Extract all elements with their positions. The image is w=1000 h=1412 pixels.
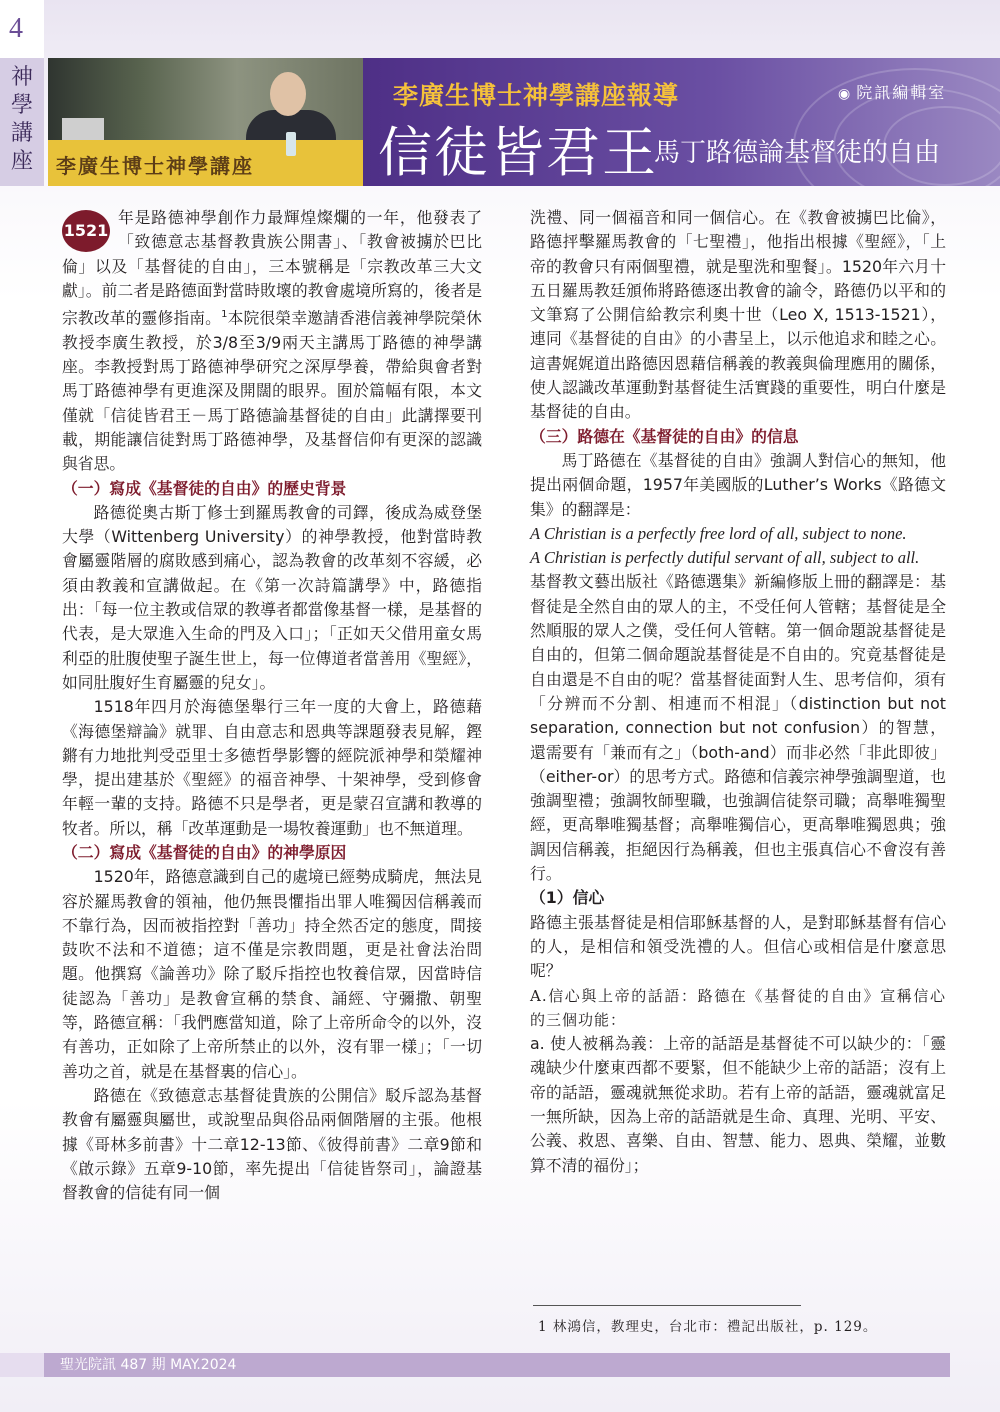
article-kicker: 李廣生博士神學講座報導 bbox=[393, 81, 680, 110]
subheading-faith: （1）信心 bbox=[530, 888, 605, 908]
section-heading-1: （一）寫成《基督徒的自由》的歷史背景 bbox=[62, 478, 347, 498]
section-label-char: 學 bbox=[10, 93, 33, 118]
intro-text-2: 本院很榮幸邀請香港信義神學院榮休教授李廣生教授，於3/8至3/9兩天主講馬丁路德的神學講座。李教授對馬丁路德神學研究之深厚學養，帶給與會者對馬丁路德神學有更進深及開闊的眼界。囿於篇幅有限，本文僅就「信徒皆君王－馬丁路德論基督徒的自由」此講擇要刊載，期能讓信徒對馬丁路德神學，及基督信仰有更深的認識與省思。 bbox=[62, 308, 482, 474]
speaker-head bbox=[270, 72, 306, 116]
paragraph: 路德在《致德意志基督徒貴族的公開信》駁斥認為基督教會有屬靈與屬世，或說聖品與俗品兩個階層的主張。他根據《哥林多前書》十二章12-13節、《彼得前書》二章9節和《啟示錄》五章9-10節，率先提出「信徒皆祭司」，論證基督教會的信徒有同一個 bbox=[62, 1085, 482, 1203]
section-heading-2: （二）寫成《基督徒的自由》的神學原因 bbox=[62, 842, 347, 862]
section-label-char: 講 bbox=[10, 121, 33, 146]
right-column bbox=[530, 206, 946, 1178]
paragraph: 1520年，路德意識到自己的處境已經勢成騎虎，無法見容於羅馬教會的領袖，他仍無畏懼指出罪人唯獨因信稱義而不靠行為，因而被指控對「善功」持全然否定的態度，間接鼓吹不法和不道德；這不僅是宗教問題，更是社會法治問題。他撰寫《論善功》除了駁斥指控也牧養信眾，因當時信徒認為「善功」是教會宣稱的禁食、誦經、守彌撒、朝聖等，路德宣稱：「我們應當知道，除了上帝所命令的以外，沒有善功，正如除了上帝所禁止的以外，沒有罪一樣」；「一切善功之首，就是在基督裏的信心」。 bbox=[62, 867, 482, 1081]
footer-edge bbox=[0, 1353, 44, 1377]
english-quote: A Christian is a perfectly free lord of all, subject to none. bbox=[530, 523, 907, 543]
paragraph: 路德主張基督徒是相信耶穌基督的人，是對耶穌基督有信心的人，是相信和領受洗禮的人。但信心或相信是什麼意思呢？ bbox=[530, 912, 946, 981]
water-bottle bbox=[286, 132, 296, 156]
english-quote: A Christian is perfectly dutiful servant of all, subject to all. bbox=[530, 548, 920, 568]
paragraph: 馬丁路德在《基督徒的自由》強調人對信心的無知，他提出兩個命題，1957年美國版的Luther’s Works《路德文集》的翻譯是： bbox=[530, 450, 946, 519]
laptop-shape bbox=[62, 118, 104, 142]
footer-issue: 聖光院訊 487 期 MAY.2024 bbox=[60, 1357, 237, 1373]
section-label bbox=[0, 64, 44, 176]
left-column bbox=[62, 206, 482, 1205]
paragraph: a. 使人被稱為義：上帝的話語是基督徒不可以缺少的：「靈魂缺少什麼東西都不要緊，但不能缺少上帝的話語；沒有上帝的話語，靈魂就無從求助。若有上帝的話語，靈魂就富足一無所缺，因為上帝的話語就是生命、真理、光明、平安、公義、救恩、喜樂、自由、智慧、能力、恩典、榮耀，並數算不清的福份」； bbox=[530, 1034, 946, 1175]
intro-paragraph bbox=[62, 206, 482, 477]
point-a-heading: A.信心與上帝的話語：路德在《基督徒的自由》宣稱信心的三個功能： bbox=[530, 986, 946, 1029]
section-label-char: 神 bbox=[10, 65, 33, 90]
paragraph: 1518年四月於海德堡舉行三年一度的大會上，路德藉《海德堡辯論》就罪、自由意志和恩典等課題發表見解，鏗鏘有力地批判受亞里士多德哲學影響的經院派神學和榮耀神學，提出建基於《聖經》的福音神學、十架神學，受到修會年輕一輩的支持。路德不只是學者，更是蒙召宣講和教導的牧者。所以，稱「改革運動是一場牧養運動」也不無道理。 bbox=[62, 697, 482, 838]
byline bbox=[838, 80, 946, 103]
footnote-divider bbox=[533, 1305, 801, 1306]
lecture-photo bbox=[48, 58, 363, 186]
bullet-circle-icon: ◉ bbox=[838, 86, 853, 102]
section-label-char: 座 bbox=[10, 149, 33, 174]
byline-text: 院訊編輯室 bbox=[856, 83, 947, 102]
paragraph: 路德從奧古斯丁修士到羅馬教會的司鐸，後成為威登堡大學（Wittenberg University）的神學教授，他對當時教會屬靈階層的腐敗感到痛心，認為教會的改革刻不容緩，必須由教義和宣講做起。在《第一次詩篇講學》中，路德指出：「每一位主教或信眾的教導者都當像基督一樣，是基督的代表，是大眾進入生命的門及入口」；「正如天父借用童女馬利亞的肚腹使聖子誕生世上，每一位傳道者當善用《聖經》，如同肚腹好生育屬靈的兒女」。 bbox=[62, 502, 482, 692]
footnote-marker: 1 bbox=[221, 309, 228, 321]
page-number: 4 bbox=[0, 0, 44, 58]
section-heading-3: （三）路德在《基督徒的自由》的信息 bbox=[530, 426, 799, 446]
year-badge: 1521 bbox=[62, 210, 110, 252]
article-title: 信徒皆君王 bbox=[378, 121, 658, 184]
podium-sign: 李廣生博士神學講座 bbox=[56, 154, 254, 178]
paragraph: 洗禮、同一個福音和同一個信心。在《教會被擄巴比倫》，路德抨擊羅馬教會的「七聖禮」，他指出根據《聖經》，「上帝的教會只有兩個聖禮，就是聖洗和聖餐」。1520年六月十五日羅馬教廷頒佈將路德逐出教會的諭令，路德仍以平和的文筆寫了公開信給教宗利奧十世（Leo X, 1513-1521），連同《基督徒的自由》的小書呈上，以示他追求和睦之心。這書娓娓道出路德因恩藉信稱義的教義與倫理應用的關係，使人認識改革運動對基督徒生活實踐的重要性，明白什麼是基督徒的自由。 bbox=[530, 208, 946, 422]
article-subtitle: －馬丁路德論基督徒的自由 bbox=[628, 138, 941, 168]
footnote: 1 林鴻信，教理史，台北市：禮記出版社，p. 129。 bbox=[538, 1319, 878, 1335]
paragraph: 基督教文藝出版社《路德選集》新編修版上冊的翻譯是：基督徒是全然自由的眾人的主，不受任何人管轄；基督徒是全然順服的眾人之僕，受任何人管轄。第一個命題說基督徒是自由的，但第二個命題說基督徒是不自由的。究竟基督徒是自由還是不自由的呢？當基督徒面對人生、思考信仰，須有「分辨而不分割、相連而不相混」（distinction but not separation, connection but not confusion）的智慧，還需要有「兼而有之」（both-and）而非必然「非此即彼」（either-or）的思考方式。路德和信義宗神學強調聖道，也強調聖禮；強調牧師聖職，也強調信徒祭司職；高舉唯獨聖經，更高舉唯獨基督；高舉唯獨信心，更高舉唯獨恩典；強調因信稱義，拒絕因行為稱義，但也主張真信心不會沒有善行。 bbox=[530, 572, 946, 884]
intro-text: 年是路德神學創作力最輝煌燦爛的一年，他發表了「致德意志基督教貴族公開書」、「教會被擄於巴比倫」以及「基督徒的自由」，三本號稱是「宗教改革三大文獻」。前二者是路德面對當時敗壞的教會處境所寫的，後者是宗教改革的靈修指南。 bbox=[62, 208, 482, 328]
